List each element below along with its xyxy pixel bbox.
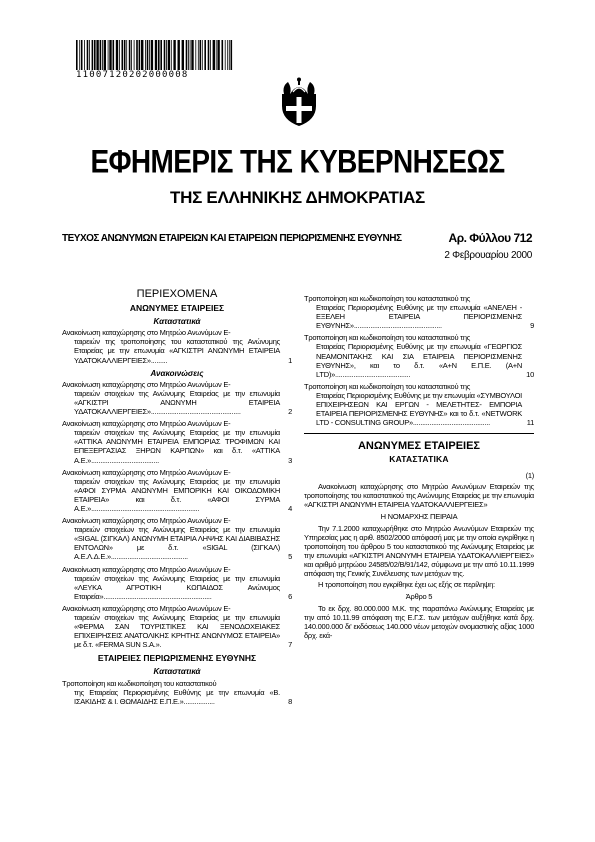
toc-entry-first-line: Τροποποίηση και κωδικοποίηση του καταστατικού της — [304, 381, 471, 391]
toc-entry-page: 4 — [288, 503, 292, 513]
gazette-title: ΕΦΗΜΕΡΙΣ ΤΗΣ ΚΥΒΕΡΝΗΣΕΩΣ — [90, 143, 505, 180]
toc-entry[interactable] — [62, 380, 292, 416]
greek-coat-of-arms-icon — [278, 76, 320, 128]
section-heading: ΑΝΩΝΥΜΕΣ ΕΤΑΙΡΕΙΕΣ — [357, 440, 481, 453]
barcode — [76, 40, 234, 70]
toc-entry-text: της Εταιρείας Περιορισμένης Ευθύνης με την επωνυμία «Β. ΙΣΑΚΙΔΗΣ & Ι. ΘΩΜΑΙΔΗΣ Ε.Π.Ε.»................. — [74, 687, 280, 706]
toc-entry-text: ταιρειών στοιχείων της Ανώνυμης Εταιρείας με την επωνυμία «ΑΓΚΙΣΤΡΙ ΑΝΩΝΥΜΗ ΕΤΑΙΡΕΙΑ ΥΔΑΤΟΚΑΛΛΙΕΡΓΕΙΕΣ»................................................. — [74, 388, 280, 417]
toc-entry-first-line: Τροποποίηση και κωδικοποίηση του καταστατικού της — [304, 333, 471, 343]
toc-entry-page: 8 — [288, 696, 292, 706]
toc-entry[interactable] — [304, 294, 534, 330]
section-divider — [304, 433, 534, 434]
contents-ltd-heading: ΕΤΑΙΡΕΙΕΣ ΠΕΡΙΩΡΙΣΜΕΝΗΣ ΕΥΘΥΝΗΣ — [97, 653, 257, 664]
toc-entry[interactable] — [62, 565, 292, 601]
toc-entry-text: Εταιρείας Περιορισμένης Ευθύνης με την επωνυμία «ΣΥΜΒΟΥΛΟΙ ΕΠΙΧΕΙΡΗΣΕΩΝ ΚΑΙ ΕΡΓΩΝ - ΜΕΛΕΤΗΤΕΣ- ΕΜΠΟΡΙΑ ΕΤΑΙΡΕΙΑ ΠΕΡΙΟΡΙΣΜΕΝΗΣ ΕΥΘΥΝΗΣ» και το δ.τ. «NETWORK LTD - CONSULTING GROUP».......................................... — [316, 390, 522, 428]
toc-entry-page: 2 — [288, 407, 292, 417]
toc-entry-first-line: Ανακοίνωση καταχώρησης στο Μητρώο Ανωνύμων Ε- — [62, 467, 231, 477]
toc-entry[interactable] — [62, 679, 292, 706]
toc-entry-first-line: Ανακοίνωση καταχώρησης στο Μητρώο Ανωνύμων Ε- — [62, 379, 231, 389]
toc-entry-page: 10 — [526, 369, 534, 379]
item-number: (1) — [525, 470, 534, 480]
toc-entry-page: 3 — [288, 455, 292, 465]
toc-entry-first-line: Ανακοίνωση καταχώρησης στο Μητρώο Ανωνύμων Ε- — [62, 516, 231, 526]
toc-entry-first-line: Τροποποίηση και κωδικοποίηση του καταστατικού — [62, 678, 217, 688]
toc-entry-text: ταιρειών στοιχείων της Ανώνυμης Εταιρείας με την επωνυμία «ΦΕΡΜΑ ΣΑΝ ΤΟΥΡΙΣΤΙΚΕΣ ΚΑΙ ΞΕΝΟΔΟΧΕΙΑΚΕΣ ΕΠΙΧΕΙΡΗΣΕΙΣ ΑΝΑΤΟΛΙΚΗΣ ΚΡΗΤΗΣ ΑΝΩΝΥΜΟΣ ΕΤΑΙΡΕΙΑ» με δ.τ. «FERMA SUN S.A.». — [74, 613, 280, 650]
toc-entry[interactable] — [304, 333, 534, 378]
issuing-authority: Η ΝΟΜΑΡΧΗΣ ΠΕΙΡΑΙΑ — [380, 511, 458, 521]
contents-announcements-heading: Ανακοινώσεις — [150, 368, 204, 378]
subsection-heading: ΚΑΤΑΣΤΑΤΙΚΑ — [389, 454, 449, 465]
toc-entry-page: 6 — [288, 591, 292, 601]
toc-entry-text: ταιρειών στοιχείων της Ανώνυμης Εταιρείας με την επωνυμία «ΑΦΟΙ ΣΥΡΜΑ ΑΝΩΝΥΜΗ ΕΜΠΟΡΙΚΗ ΚΑΙ ΟΙΚΟΔΟΜΙΚΗ ΕΤΑΙΡΕΙΑ» και δ.τ. «ΑΦΟΙ ΣΥΡΜΑ Α.Ε.»........................................................... — [74, 476, 280, 513]
toc-entry[interactable] — [304, 382, 534, 427]
toc-entry-text: ταιρειών στοιχείων της Ανώνυμης Εταιρείας με την επωνυμία «SIGAL (ΣΙΓΚΑΛ) ΑΝΩΝΥΜΗ ΕΤΑΙΡΙΑ ΛΗΨΗΣ ΚΑΙ ΔΙΑΒΙΒΑΣΗΣ ΕΝΤΟΛΩΝ» με δ.τ. «SIGAL (ΣΙΓΚΑΛ) Α.Ε.Λ.Δ.Ε.».......................................... — [74, 525, 280, 562]
toc-entry[interactable] — [62, 516, 292, 561]
toc-entry[interactable] — [62, 419, 292, 464]
body-paragraph: Η τροποποίηση που εγκρίθηκε έχει ως εξής σε περίληψη: — [318, 579, 495, 589]
body-paragraph: Το εκ δρχ. 80.000.000 Μ.Κ. της παραπάνω Ανώνυμης Εταιρείας με την από 10.11.99 απόφαση της Ε.Γ.Σ. των μετόχων αυξήθηκε κατά δρχ. 140.000.000 δι' εκδόσεως 140.000 νέων μετοχών ονομαστικής αξίας 1000 δρχ. εκά- — [304, 603, 534, 640]
announcement-intro: Ανακοίνωση καταχώρησης στο Μητρώο Ανωνύμων Εταιρειών της τροποποίησης του καταστατικού της Ανώνυμης Εταιρείας με την επωνυμία «ΑΓΚΙΣΤΡΙ ΑΝΩΝΥΜΗ ΕΤΑΙΡΕΙΑ ΥΔΑΤΟΚΑΛΛΙΕΡΓΕΙΕΣ» — [304, 481, 534, 509]
contents-ltd-statutes-heading: Καταστατικά — [153, 667, 201, 677]
barcode-number: 11007120202000008 — [76, 70, 189, 80]
issue-title: ΤΕΥΧΟΣ ΑΝΩΝΥΜΩΝ ΕΤΑΙΡΕΙΩΝ ΚΑΙ ΕΤΑΙΡΕΙΩΝ ΠΕΡΙΩΡΙΣΜΕΝΗΣ ΕΥΘΥΝΗΣ — [62, 233, 402, 244]
toc-entry[interactable] — [62, 604, 292, 649]
toc-entry-page: 1 — [288, 355, 292, 365]
gazette-subtitle: ΤΗΣ ΕΛΛΗΝΙΚΗΣ ΔΗΜΟΚΡΑΤΙΑΣ — [170, 188, 425, 207]
body-paragraph: Την 7.1.2000 καταχωρήθηκε στο Μητρώο Ανωνύμων Εταιρειών της Υπηρεσίας μας η αριθ. 8502/2000 απόφασή μας με την οποία εγκρίθηκε η τροποποίηση του άρθρου 5 του καταστατικού της Ανώνυμης Εταιρείας με την επωνυμία «ΑΓΚΙΣΤΡΙ ΑΝΩΝΥΜΗ ΕΤΑΙΡΕΙΑ ΥΔΑΤΟΚΑΛΛΙΕΡΓΕΙΕΣ» και αριθμό μητρώου 24585/02/Β/91/142, σύμφωνα με την από 10.11.1999 απόφαση της Γενικής Συνέλευσης των μετόχων της. — [304, 523, 534, 579]
toc-entry-page: 7 — [288, 640, 292, 650]
issue-date: 2 Φεβρουαρίου 2000 — [444, 250, 532, 261]
toc-entry-text: ταιρειών στοιχείων της Ανώνυμης Εταιρείας με την επωνυμία «ΛΕΥΚΑ ΑΓΡΟΤΙΚΗ ΚΩΠΑΙΔΟΣ Ανώνυμος Εταιρεία»........................................................... — [74, 573, 280, 601]
toc-entry[interactable] — [62, 328, 292, 364]
toc-entry-text: Εταιρείας Περιορισμένης Ευθύνης με την επωνυμία «ΓΕΩΡΓΙΟΣ ΝΕΑΜΟΝΙΤΑΚΗΣ ΚΑΙ ΣΙΑ ΕΤΑΙΡΕΙΑ ΠΕΡΙΟΡΙΣΜΕΝΗΣ ΕΥΘΥΝΗΣ», και το δ.τ. «Α+Ν Ε.Π.Ε. (A+N LTD)»......................................... — [316, 342, 522, 379]
contents-sa-heading: ΑΝΩΝΥΜΕΣ ΕΤΑΙΡΕΙΕΣ — [129, 303, 225, 314]
toc-entry[interactable] — [62, 468, 292, 513]
contents-column — [62, 290, 292, 709]
toc-entry-page: 9 — [530, 321, 534, 331]
right-column — [304, 294, 534, 641]
toc-entry-first-line: Ανακοίνωση καταχώρησης στο Μητρώο Ανωνύμων Ε- — [62, 328, 231, 338]
toc-entry-text: Εταιρείας Περιορισμένης Ευθύνης με την επωνυμία «ΑΝΕΛΕΗ - ΕΞΕΛΕΗ ΕΤΑΙΡΕΙΑ ΠΕΡΙΟΡΙΣΜΕΝΗΣ ΕΥΘΥΝΗΣ»................................................ — [316, 303, 522, 331]
toc-entry-first-line: Ανακοίνωση καταχώρησης στο Μητρώο Ανωνύμων Ε- — [62, 603, 231, 613]
contents-statutes-heading: Καταστατικά — [153, 317, 201, 327]
article-heading: Άρθρο 5 — [405, 591, 433, 601]
toc-entry-text: ταιρειών της τροποποίησης του καταστατικού της Ανώνυμης Εταιρείας με την επωνυμία «ΑΓΚΙΣΤΡΙ ΑΝΩΝΥΜΗ ΕΤΑΙΡΕΙΑ ΥΔΑΤΟΚΑΛΛΙΕΡΓΕΙΕΣ»......... — [74, 337, 280, 365]
toc-entry-page: 11 — [526, 418, 534, 428]
toc-entry-first-line: Τροποποίηση και κωδικοποίηση του καταστατικού της — [304, 294, 471, 303]
toc-entry-page: 5 — [288, 552, 292, 562]
sheet-number: Αρ. Φύλλου 712 — [448, 231, 532, 245]
toc-entry-first-line: Ανακοίνωση καταχώρησης στο Μητρώο Ανωνύμων Ε- — [62, 564, 231, 574]
toc-entry-text: ταιρειών στοιχείων της Ανώνυμης Εταιρείας με την επωνυμία «ΑΤΤΙΚΑ ΑΝΩΝΥΜΗ ΕΤΑΙΡΕΙΑ ΕΜΠΟΡΙΑΣ ΤΡΟΦΙΜΩΝ ΚΑΙ ΕΠΕΞΕΡΓΑΣΙΑΣ ΞΗΡΩΝ ΚΑΡΠΩΝ» και δ.τ. «ΑΤΤΙΚΑ Α.Ε.»..................................... — [74, 428, 280, 465]
toc-entry-first-line: Ανακοίνωση καταχώρησης στο Μητρώο Ανωνύμων Ε- — [62, 419, 231, 429]
contents-heading: ΠΕΡΙΕΧΟΜΕΝΑ — [136, 288, 218, 300]
